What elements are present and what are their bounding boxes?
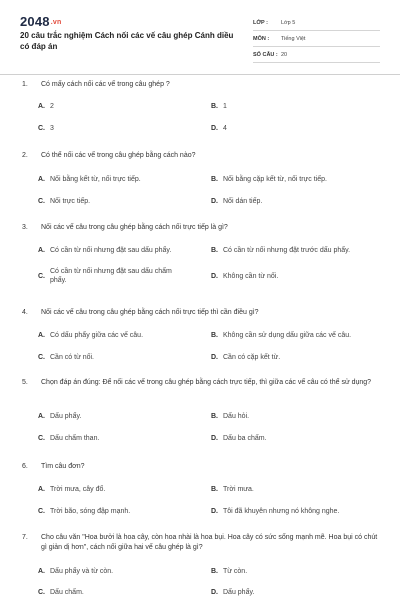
question-text: 6. Tìm câu đơn? xyxy=(22,463,85,470)
option-b[interactable]: B. Có cần từ nối nhưng đặt trước dấu phẩy. xyxy=(211,247,351,254)
option-c[interactable]: C. Nối trực tiếp. xyxy=(38,198,91,205)
option-a[interactable]: A. 2 xyxy=(38,103,54,110)
meta-key: LỚP : xyxy=(253,19,268,26)
option-d[interactable]: D. Dấu phẩy. xyxy=(211,589,255,596)
question-text: 3. Nối các vế câu trong câu ghép bằng cách nối trực tiếp là gì? xyxy=(22,224,228,231)
question-text: 7. Cho câu văn "Hoa bưởi là hoa cây, còn hoa nhài là hoa bụi. Hoa cây có sức sống mạnh mẽ. Hoa bụi có chút gì giản dị hơn", cách nối giữa hai vế câu ghép là gì? xyxy=(22,534,378,551)
question-1 xyxy=(22,80,378,132)
option-a[interactable]: A. Có dấu phẩy giữa các vế câu. xyxy=(38,332,144,339)
option-d[interactable]: D. Cần có cặp kết từ. xyxy=(211,354,281,361)
meta-box xyxy=(253,15,380,63)
meta-row-class xyxy=(253,15,380,31)
question-4 xyxy=(22,308,378,361)
question-number: 4. xyxy=(22,309,28,316)
question-text: 1. Có mấy cách nối các vế trong câu ghép ? xyxy=(22,81,170,88)
option-d[interactable]: D. Nối dán tiếp. xyxy=(211,198,263,205)
option-c[interactable]: C. Trời bão, sóng đập mạnh. xyxy=(38,508,131,515)
question-5 xyxy=(22,378,378,442)
option-b[interactable]: B. 1 xyxy=(211,103,227,110)
meta-key: MÔN : xyxy=(253,35,270,42)
question-number: 3. xyxy=(22,224,28,231)
question-text: 5. Chọn đáp án đúng: Để nối các vế trong câu ghép bằng cách trực tiếp, thì giữa các vế câu có thể sử dụng? xyxy=(22,379,372,386)
option-a[interactable]: A. Có cần từ nối nhưng đặt sau dấu phẩy. xyxy=(38,247,172,254)
option-c[interactable]: C. Dấu chấm than. xyxy=(38,435,100,442)
question-2 xyxy=(22,151,378,205)
question-6 xyxy=(22,462,378,515)
site-logo[interactable]: 2048.vn xyxy=(20,14,62,29)
option-b[interactable]: B. Trời mưa. xyxy=(211,486,254,493)
meta-value: Lớp 5 xyxy=(281,19,296,26)
question-number: 6. xyxy=(22,463,28,470)
meta-row-subject xyxy=(253,31,380,47)
question-number: 1. xyxy=(22,81,28,88)
option-c[interactable]: C. Có cần từ nối nhưng đặt sau dấu chấm phẩy. xyxy=(38,268,172,284)
option-b[interactable]: B. Từ còn. xyxy=(211,568,248,575)
option-d[interactable]: D. 4 xyxy=(211,125,227,132)
meta-value: 20 xyxy=(281,51,288,58)
option-d[interactable]: D. Dấu ba chấm. xyxy=(211,435,267,442)
option-a[interactable]: A. Nối bằng kết từ, nối trực tiếp. xyxy=(38,176,141,183)
meta-value: Tiếng Việt xyxy=(281,35,306,42)
option-c[interactable]: C. Dấu chấm. xyxy=(38,589,84,596)
logo-suffix: .vn xyxy=(50,19,62,27)
option-b[interactable]: B. Nối bằng cặp kết từ, nối trực tiếp. xyxy=(211,176,327,183)
option-a[interactable]: A. Trời mưa, cây đổ. xyxy=(38,486,106,493)
option-d[interactable]: D. Tôi đã khuyên nhưng nó không nghe. xyxy=(211,508,340,515)
option-c[interactable]: C. Cần có từ nối. xyxy=(38,354,94,361)
header-divider xyxy=(0,74,400,75)
question-3 xyxy=(22,223,378,284)
question-text: 4. Nối các vế câu trong câu ghép bằng cách nối trực tiếp thì cần điều gì? xyxy=(22,309,259,316)
meta-key: SỐ CÂU : xyxy=(253,51,278,58)
option-a[interactable]: A. Dấu phẩy. xyxy=(38,413,82,420)
question-7 xyxy=(22,533,378,596)
question-number: 7. xyxy=(22,534,28,541)
document-title: 20 câu trắc nghiệm Cách nối các vế câu ghép Cánh diều có đáp án xyxy=(20,31,234,51)
header xyxy=(20,14,380,66)
option-a[interactable]: A. Dấu phẩy và từ còn. xyxy=(38,568,114,575)
question-text: 2. Có thể nối các vế trong câu ghép bằng cách nào? xyxy=(22,152,196,159)
question-number: 5. xyxy=(22,379,28,386)
option-d[interactable]: D. Không cần từ nối. xyxy=(211,273,279,280)
option-b[interactable]: B. Không cần sử dụng dấu giữa các vế câu. xyxy=(211,332,352,339)
option-c[interactable]: C. 3 xyxy=(38,125,54,132)
option-b[interactable]: B. Dấu hỏi. xyxy=(211,413,250,420)
question-number: 2. xyxy=(22,152,28,159)
meta-row-count xyxy=(253,47,380,63)
